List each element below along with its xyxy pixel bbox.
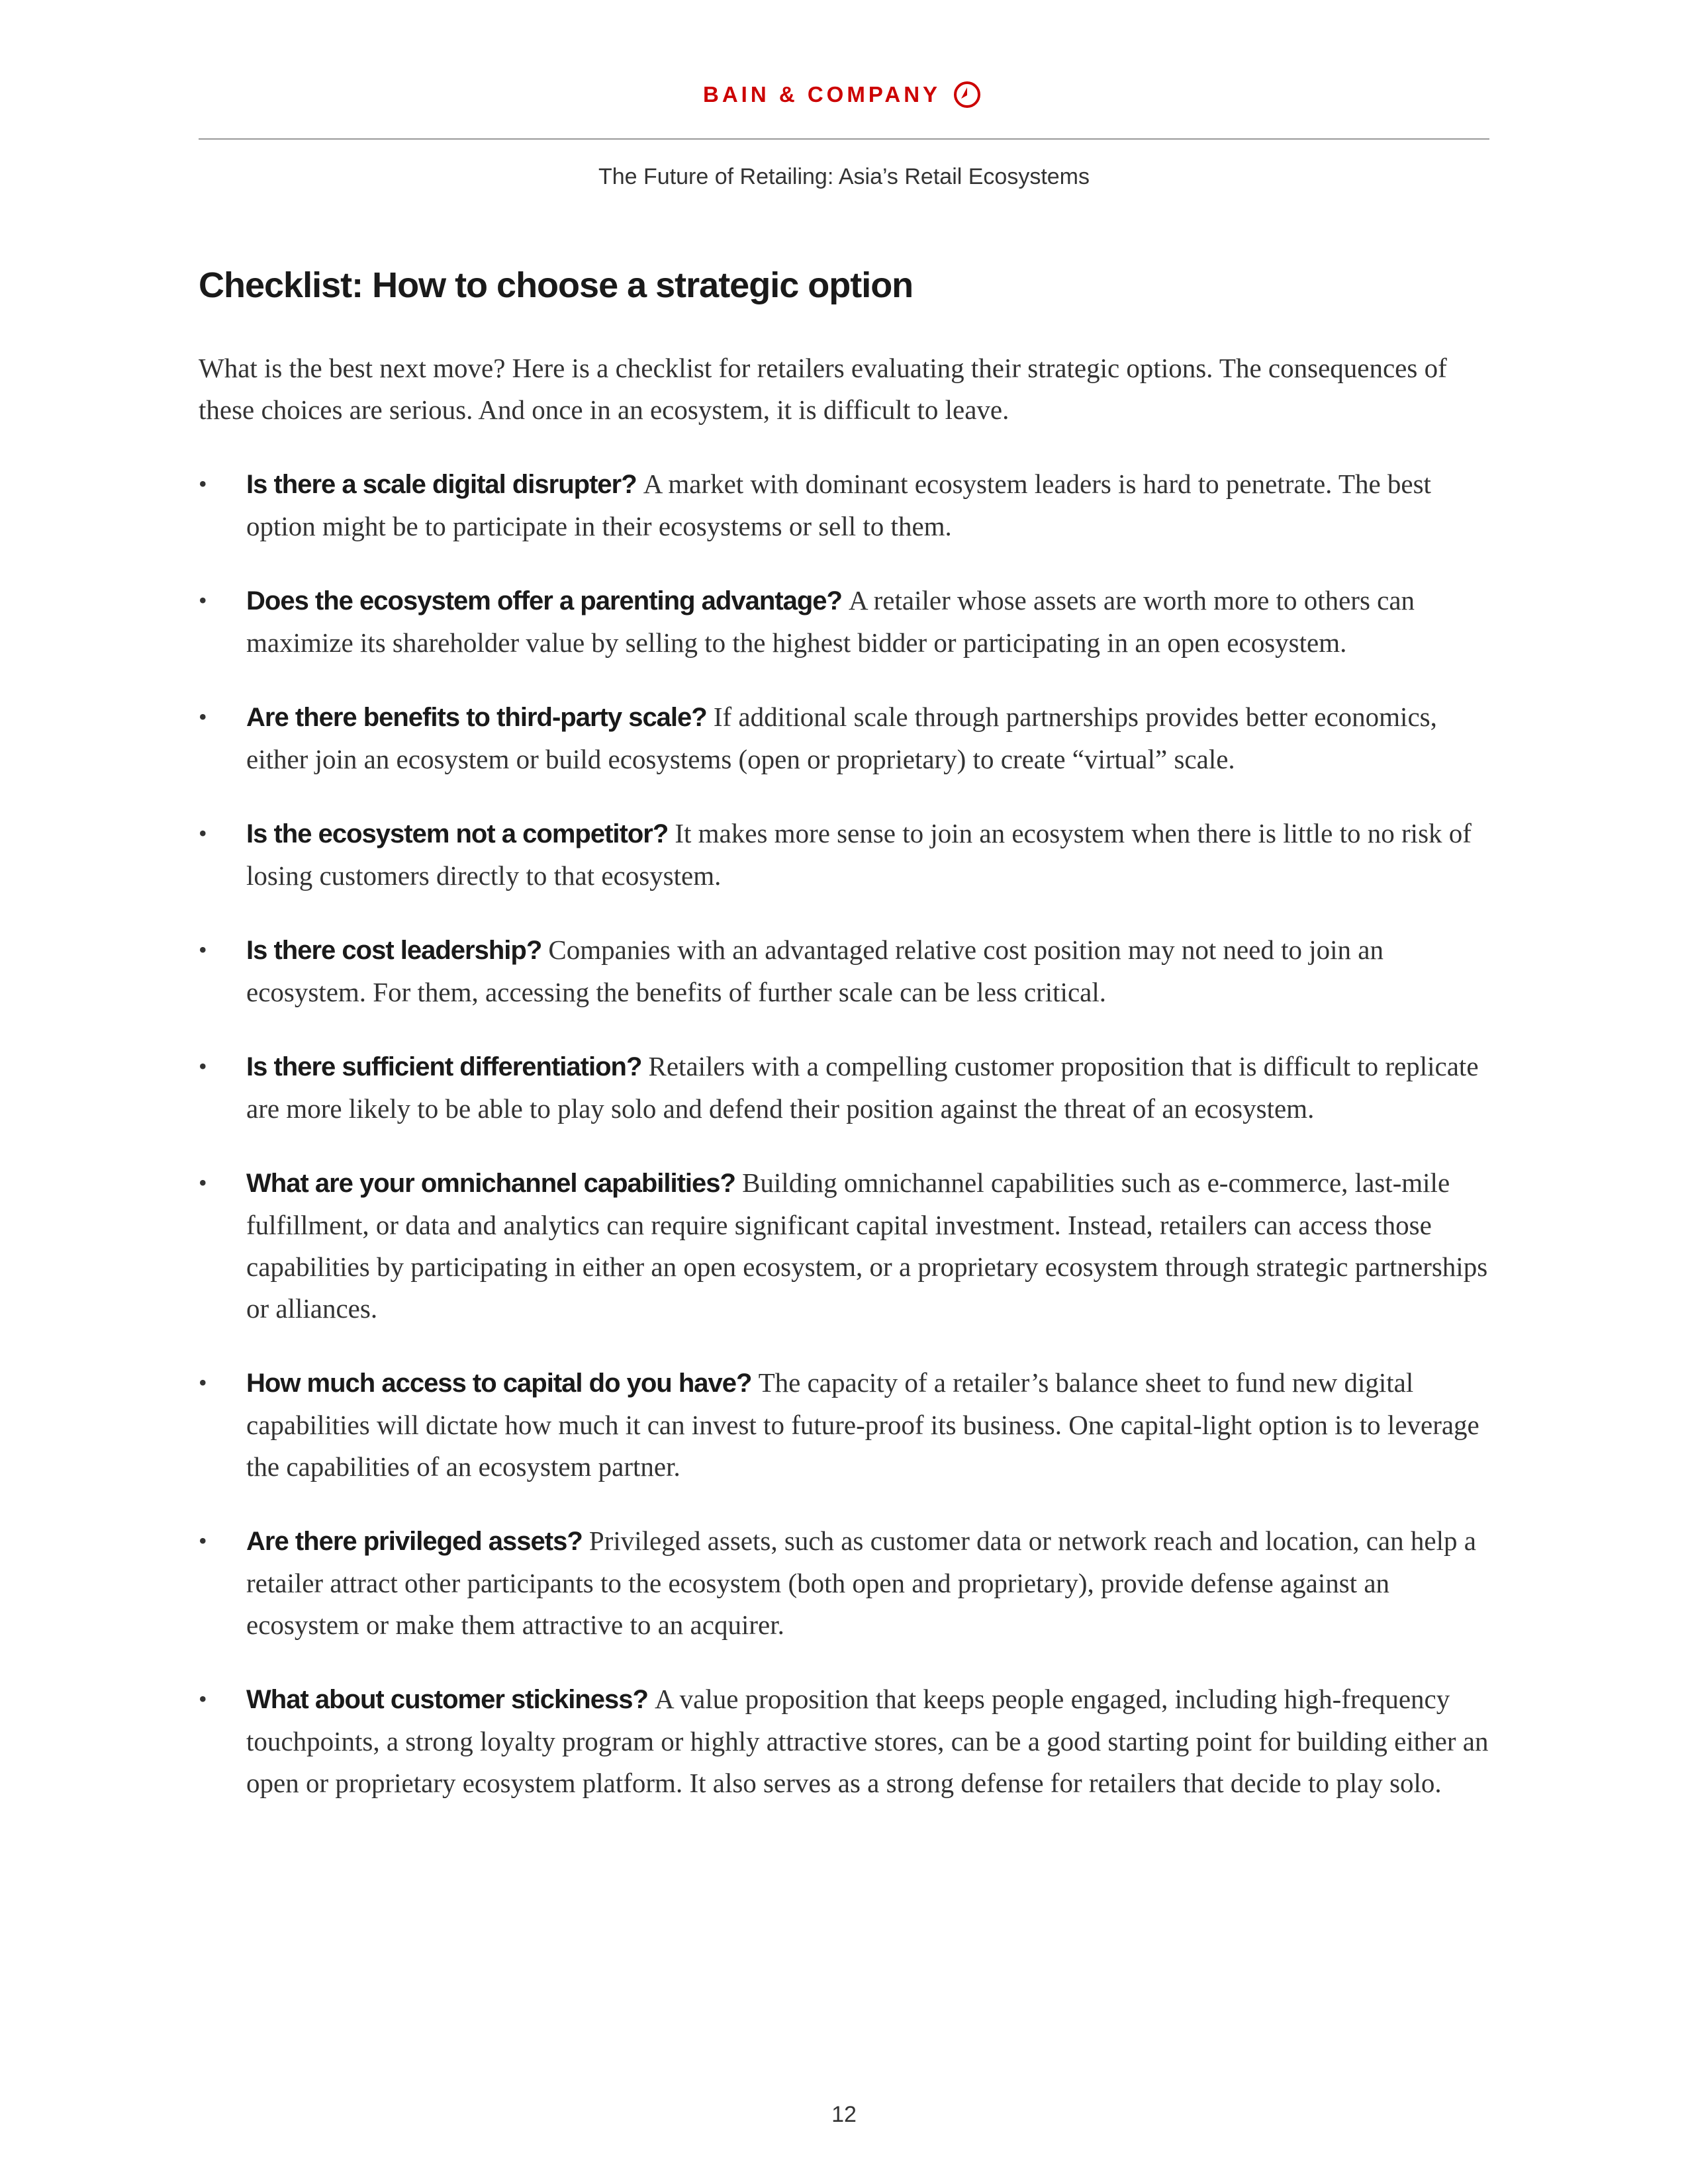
brand-name: BAIN & COMPANY (703, 82, 941, 107)
page-number: 12 (831, 2102, 857, 2127)
section-heading: Checklist: How to choose a strategic option (199, 265, 914, 305)
checklist-item (199, 1162, 1489, 1330)
checklist-question: What are your omnichannel capabilities? (246, 1169, 743, 1198)
checklist-answer: A market with dominant ecosystem leaders is hard to penetrate. The best option might be to participate in their ecosystems or sell to them. (246, 469, 1431, 541)
checklist-question: Is the ecosystem not a competitor? (246, 819, 675, 848)
checklist-answer: The capacity of a retailer’s balance sheet to fund new digital capabilities will dictate how much it can invest to future-proof its business. One capital-light option is to leverage the capabilities of an ecosystem partner. (246, 1367, 1479, 1482)
bullet-icon: • (199, 1169, 207, 1196)
bullet-icon: • (199, 1053, 207, 1079)
checklist-item (199, 463, 1489, 547)
checklist-answer: If additional scale through partnerships provides better economics, either join an ecosystem or build ecosystems (open or proprietary) to create “virtual” scale. (246, 702, 1437, 774)
bullet-icon: • (199, 936, 207, 963)
bullet-icon: • (199, 587, 207, 614)
checklist-question: Does the ecosystem offer a parenting advantage? (246, 586, 849, 615)
bullet-icon: • (199, 471, 207, 497)
bullet-icon: • (199, 1369, 207, 1396)
checklist-question: Is there sufficient differentiation? (246, 1052, 649, 1081)
checklist-question: Is there a scale digital disrupter? (246, 470, 643, 499)
bullet-icon: • (199, 820, 207, 846)
checklist-item (199, 1046, 1489, 1130)
page-header (0, 0, 1688, 189)
checklist-answer: A value proposition that keeps people engaged, including high-frequency touchpoints, a strong loyalty program or highly attractive stores, can be a good starting point for building either an open or proprietary ecosystem platform. It also serves as a strong defense for retailers that decide to play solo. (246, 1684, 1489, 1798)
checklist-item (199, 1520, 1489, 1646)
checklist-question: How much access to capital do you have? (246, 1369, 759, 1398)
checklist-answer: Building omnichannel capabilities such as e-commerce, last-mile fulfillment, or data and analytics can require significant capital investment. Instead, retailers can access those capabilities by participating in either an open ecosystem, or a proprietary ecosystem through strategic partnerships or alliances. (246, 1167, 1488, 1324)
bullet-icon: • (199, 1686, 207, 1712)
checklist-question: Are there privileged assets? (246, 1527, 589, 1556)
checklist-question: What about customer stickiness? (246, 1685, 655, 1714)
checklist-question: Are there benefits to third-party scale? (246, 703, 714, 732)
checklist-item (199, 580, 1489, 664)
header-divider (199, 138, 1489, 140)
report-title: The Future of Retailing: Asia’s Retail Ecosystems (598, 164, 1090, 189)
bullet-icon: • (199, 704, 207, 730)
checklist-item (199, 1678, 1489, 1804)
checklist-answer: Privileged assets, such as customer data or network reach and location, can help a retailer attract other participants to the ecosystem (both open and proprietary), provide defense against an ecosystem or make them attractive to an acquirer. (246, 1525, 1476, 1640)
checklist-item (199, 813, 1489, 897)
bullet-icon: • (199, 1527, 207, 1554)
checklist-item (199, 1362, 1489, 1488)
checklist-answer: A retailer whose assets are worth more to others can maximize its shareholder value by selling to the highest bidder or participating in an open ecosystem. (246, 585, 1415, 658)
intro-paragraph: What is the best next move? Here is a checklist for retailers evaluating their strategic options. The consequences of these choices are serious. And once in an ecosystem, it is difficult to leave. (199, 353, 1447, 425)
checklist (199, 463, 1489, 1837)
checklist-answer: Companies with an advantaged relative cost position may not need to join an ecosystem. For them, accessing the benefits of further scale can be less critical. (246, 934, 1383, 1007)
checklist-item (199, 929, 1489, 1013)
checklist-answer: Retailers with a compelling customer proposition that is difficult to replicate are more likely to be able to play solo and defend their position against the threat of an ecosystem. (246, 1051, 1479, 1124)
checklist-answer: It makes more sense to join an ecosystem when there is little to no risk of losing customers directly to that ecosystem. (246, 818, 1472, 891)
bain-circle-arrow-icon (953, 80, 982, 109)
brand-logo (703, 75, 982, 114)
checklist-question: Is there cost leadership? (246, 936, 549, 965)
checklist-item (199, 696, 1489, 780)
